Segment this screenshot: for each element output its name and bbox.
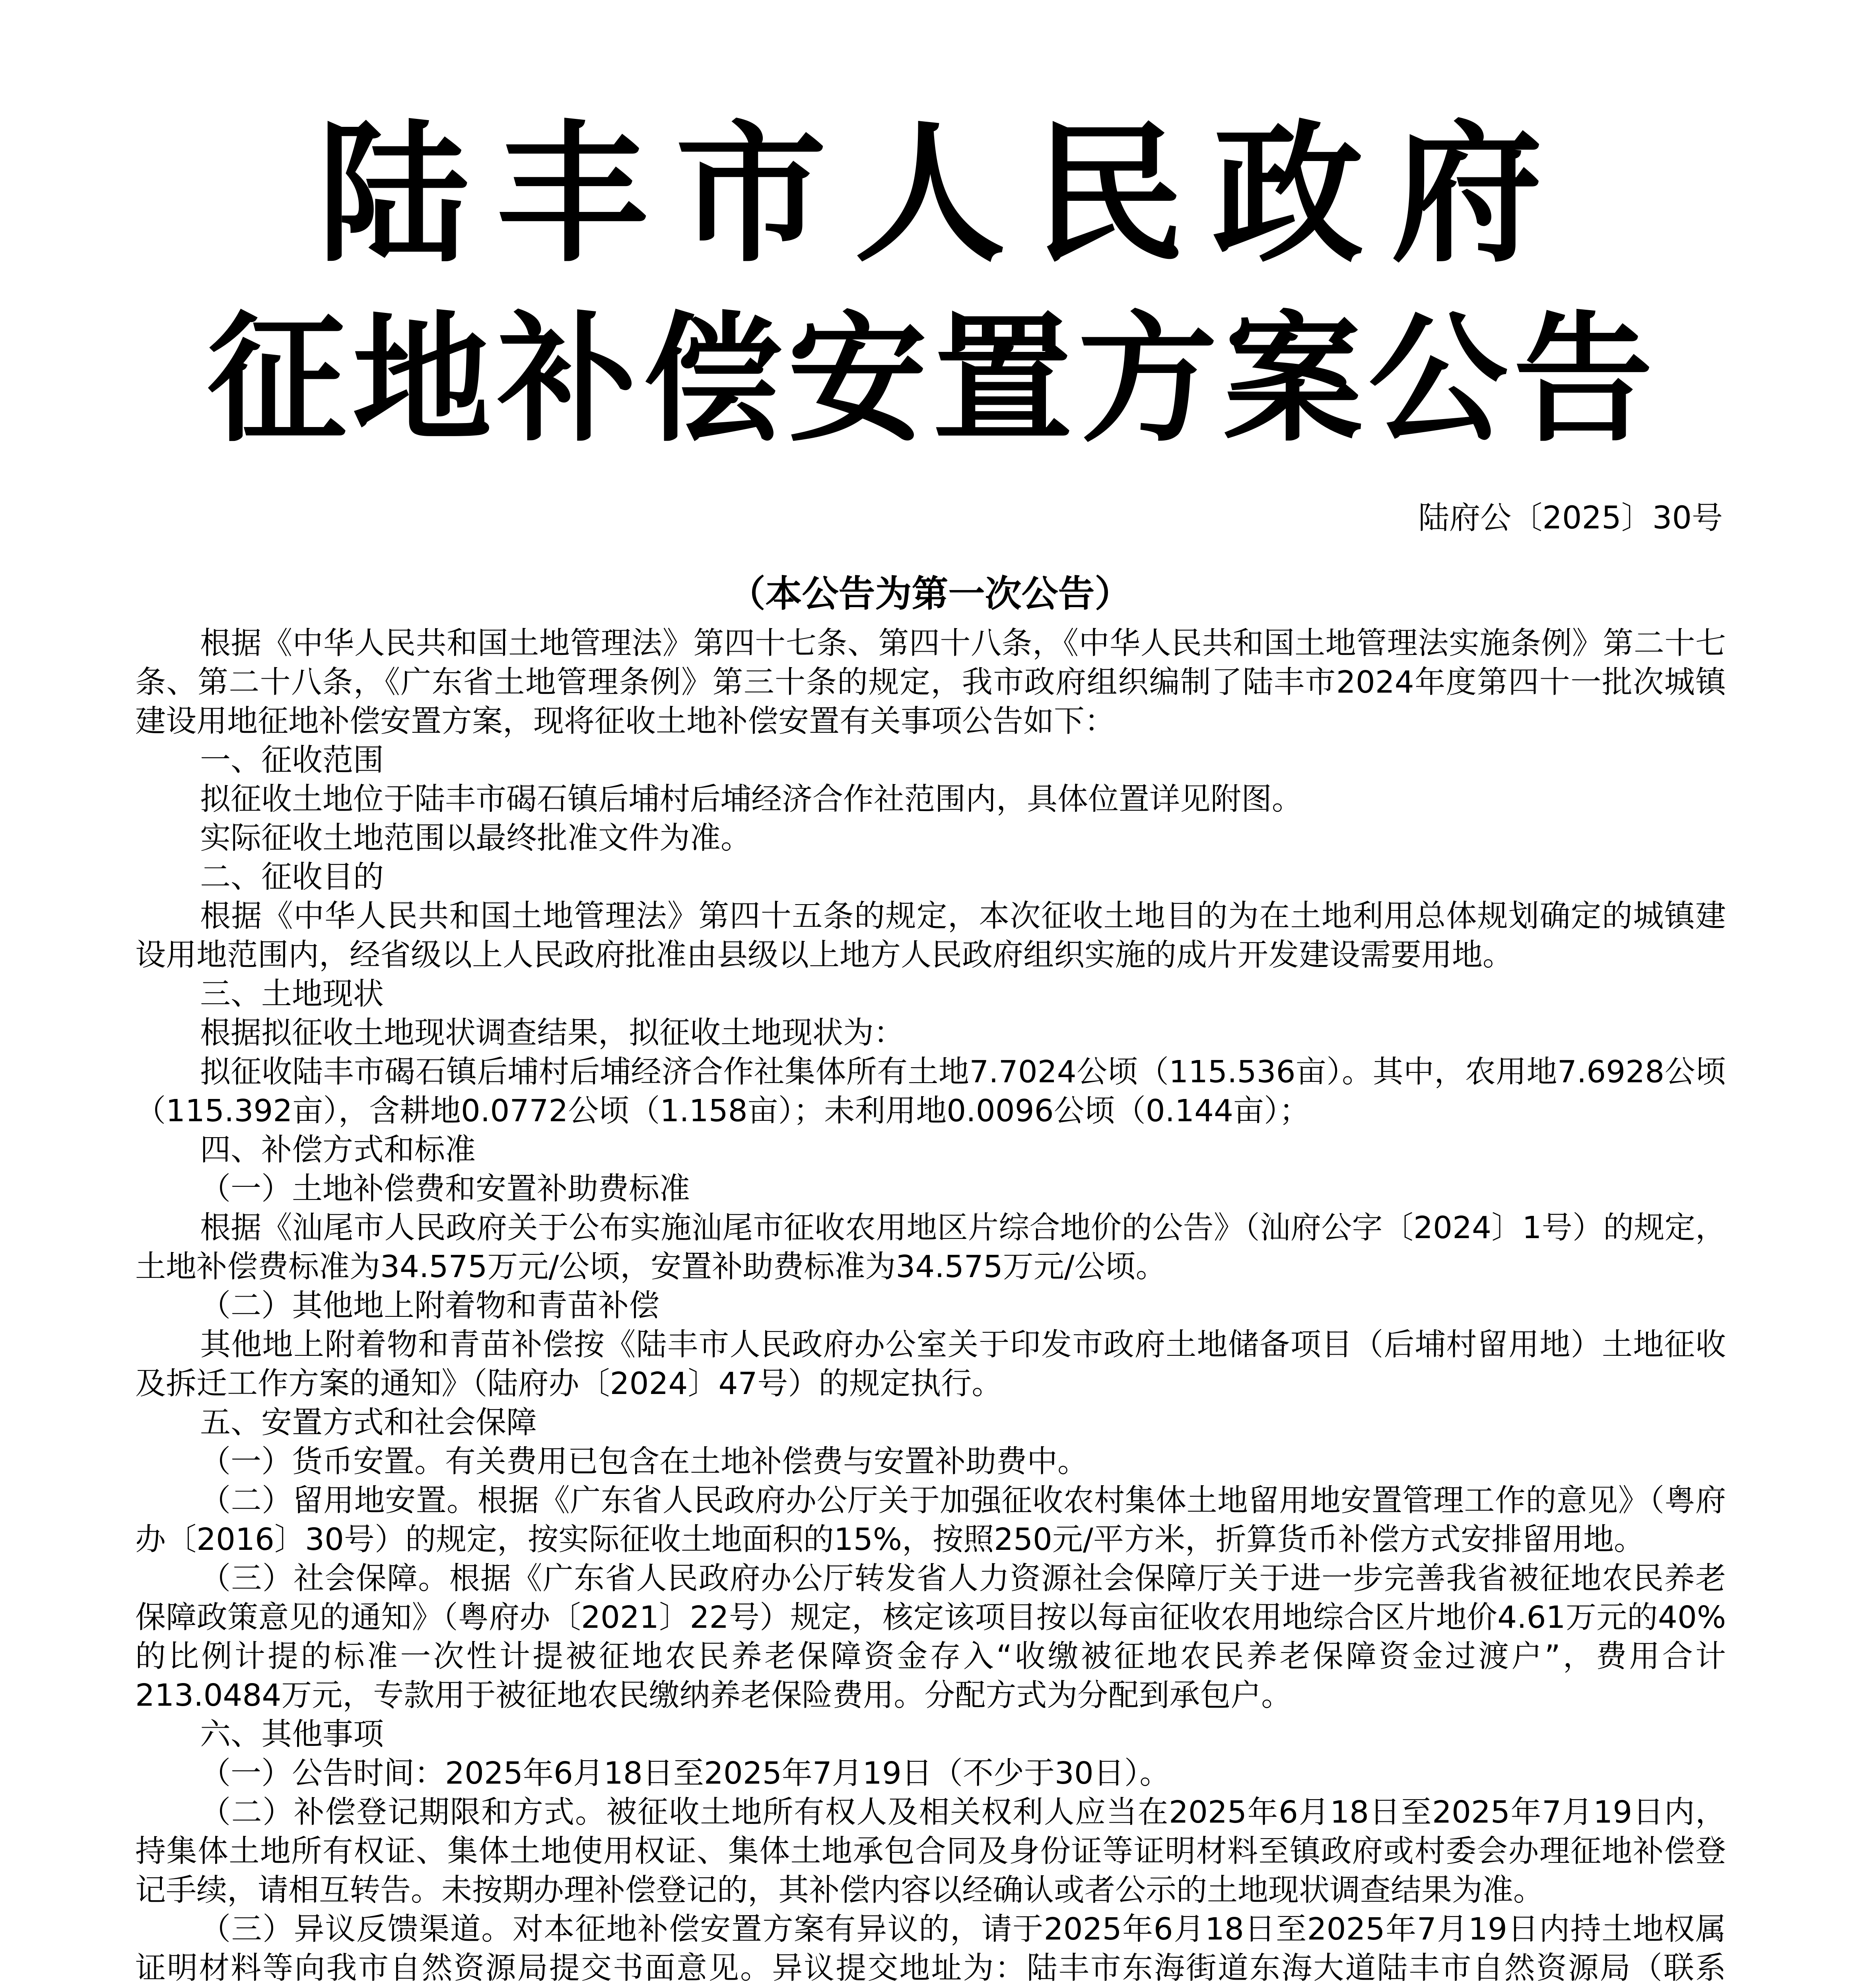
scope-paragraph-1: 拟征收土地位于陆丰市碣石镇后埔村后埔经济合作社范围内，具体位置详见附图。 — [200, 782, 1302, 817]
section-heading-resettlement: 五、安置方式和社会保障 — [200, 1405, 537, 1441]
section-heading-scope: 一、征收范围 — [200, 743, 384, 778]
other-paragraph-3: （三）异议反馈渠道。对本征地补偿安置方案有异议的，请于2025年6月18日至2025年7月19日内持土地权属证明材料等向我市自然资源局提交书面意见。异议提交地址为：陆丰市东海街道东海大道陆丰市自然资源局（联系 — [135, 1912, 1726, 1986]
resettlement-paragraph-1: （一）货币安置。有关费用已包含在土地补偿费与安置补助费中。 — [200, 1444, 1088, 1479]
page-title-line1: 陆丰市人民政府 — [317, 107, 1570, 283]
attachments-compensation-paragraph: 其他地上附着物和青苗补偿按《陆丰市人民政府办公室关于印发市政府土地储备项目（后埔村留用地）土地征收及拆迁工作方案的通知》（陆府办〔2024〕47号）的规定执行。 — [135, 1327, 1726, 1402]
section-heading-compensation: 四、补偿方式和标准 — [200, 1132, 476, 1168]
page-title-line2: 征地补偿安置方案公告 — [207, 299, 1659, 461]
notice-body — [135, 624, 1726, 1988]
other-paragraph-2: （二）补偿登记期限和方式。被征收土地所有权人及相关权利人应当在2025年6月18日至2025年7月19日内，持集体土地所有权证、集体土地使用权证、集体土地承包合同及身份证等证明材料至镇政府或村委会办理征地补偿登记手续，请相互转告。未按期办理补偿登记的，其补偿内容以经确认或者公示的土地现状调查结果为准。 — [135, 1795, 1726, 1908]
section-heading-land-status: 三、土地现状 — [200, 977, 384, 1012]
intro-paragraph: 根据《中华人民共和国土地管理法》第四十七条、第四十八条，《中华人民共和国土地管理法实施条例》第二十七条、第二十八条，《广东省土地管理条例》第三十条的规定，我市政府组织编制了陆丰市2024年度第四十一批次城镇建设用地征地补偿安置方案，现将征收土地补偿安置有关事项公告如下： — [135, 626, 1726, 739]
section-heading-other: 六、其他事项 — [200, 1717, 384, 1752]
land-status-paragraph-2: 拟征收陆丰市碣石镇后埔村后埔经济合作社集体所有土地7.7024公顷（115.536亩）。其中，农用地7.6928公顷（115.392亩），含耕地0.0772公顷（1.158亩）；未利用地0.0096公顷（0.144亩）； — [135, 1054, 1726, 1129]
purpose-paragraph: 根据《中华人民共和国土地管理法》第四十五条的规定，本次征收土地目的为在土地利用总体规划确定的城镇建设用地范围内，经省级以上人民政府批准由县级以上地方人民政府组织实施的成片开发建设需要用地。 — [135, 899, 1726, 973]
section-heading-purpose: 二、征收目的 — [200, 860, 384, 895]
resettlement-paragraph-2: （二）留用地安置。根据《广东省人民政府办公厅关于加强征收农村集体土地留用地安置管理工作的意见》（粤府办〔2016〕30号）的规定，按实际征收土地面积的15%，按照250元/平方米，折算货币补偿方式安排留用地。 — [135, 1483, 1726, 1557]
land-status-paragraph-1: 根据拟征收土地现状调查结果，拟征收土地现状为： — [200, 1015, 904, 1051]
land-compensation-paragraph: 根据《汕尾市人民政府关于公布实施汕尾市征收农用地区片综合地价的公告》（汕府公字〔2024〕1号）的规定，土地补偿费标准为34.575万元/公顷，安置补助费标准为34.575万元/公顷。 — [135, 1210, 1726, 1285]
resettlement-paragraph-3: （三）社会保障。根据《广东省人民政府办公厅转发省人力资源社会保障厅关于进一步完善我省被征地农民养老保障政策意见的通知》（粤府办〔2021〕22号）规定，核定该项目按以每亩征收农用地综合区片地价4.61万元的40%的比例计提的标准一次性计提被征地农民养老保障资金存入“收缴被征地农民养老保障资金过渡户”，费用合计213.0484万元，专款用于被征地农民缴纳养老保险费用。分配方式为分配到承包户。 — [135, 1561, 1726, 1713]
subsection-heading-land-compensation: （一）土地补偿费和安置补助费标准 — [200, 1171, 690, 1207]
notice-subtitle: （本公告为第一次公告） — [729, 572, 1131, 615]
other-paragraph-1: （一）公告时间：2025年6月18日至2025年7月19日（不少于30日）。 — [200, 1756, 1170, 1791]
scope-paragraph-2: 实际征收土地范围以最终批准文件为准。 — [200, 821, 751, 856]
document-number: 陆府公〔2025〕30号 — [1418, 500, 1723, 536]
subsection-heading-attachments-compensation: （二）其他地上附着物和青苗补偿 — [200, 1288, 659, 1324]
